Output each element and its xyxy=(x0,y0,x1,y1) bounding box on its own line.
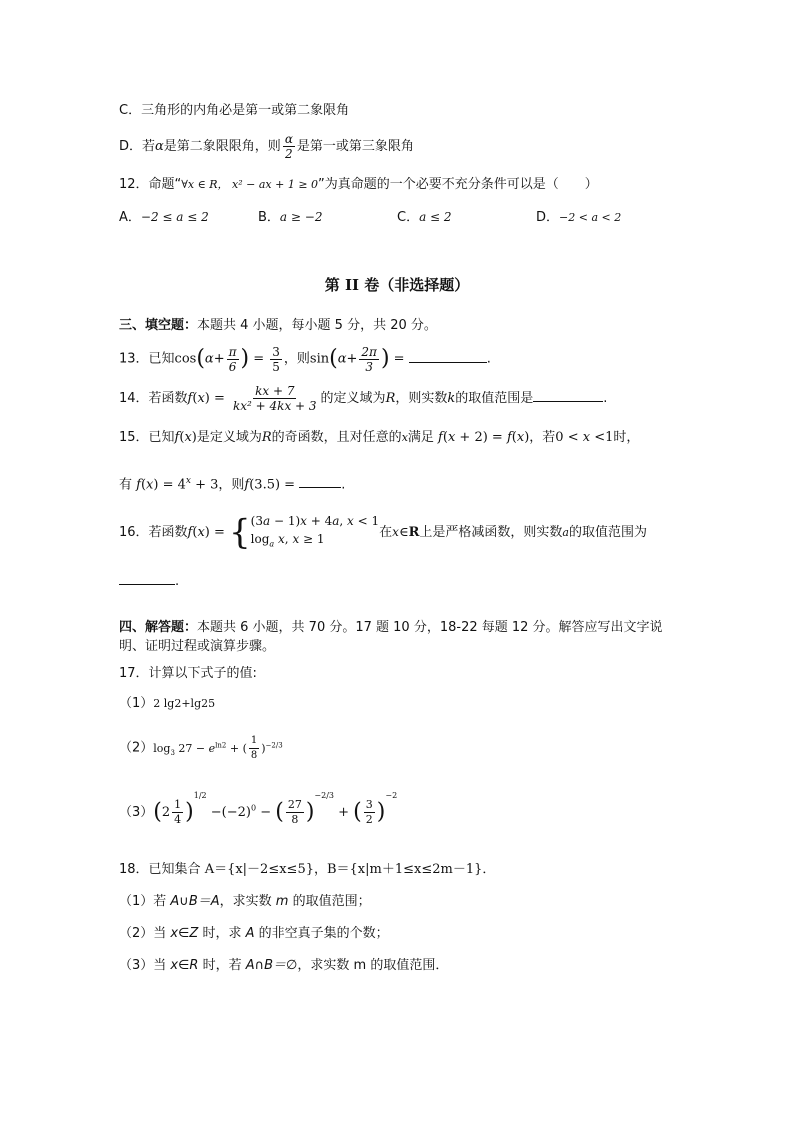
q18-item-1: （1）若 A∪B＝A，求实数 m 的取值范围； xyxy=(119,894,371,909)
q18-stem: 18．已知集合 A＝{x|－2≤x≤5}，B＝{x|m＋1≤x≤2m－1}． xyxy=(119,862,496,877)
q15-answer-blank[interactable] xyxy=(299,475,341,488)
q12-stem-math: ∀x ∈ R， x² − ax + 1 ≥ 0 xyxy=(181,178,319,191)
section4-header xyxy=(119,618,663,638)
q16-line2: . xyxy=(119,572,179,592)
q12-stem-prefix: 12．命题“ xyxy=(119,177,182,192)
q12-option-d: D．−2 < a < 2 xyxy=(536,210,622,225)
q16: 16．若函数f(x) = { (3a − 1)x + 4a, x < 1 $\log_a x$, x ≥ 1 在x∈R上是严格减函数，则实数a的取值范围为 xyxy=(119,512,647,553)
section4-desc-line2: 明、证明过程或演算步骤。 xyxy=(119,639,276,654)
q12-stem-suffix: ”为真命题的一个必要不充分条件可以是（ ） xyxy=(318,177,598,192)
q11-option-d: D．若α是第二象限限角，则 $\frac{\alpha}{2}$ 是第一或第三象限角 xyxy=(119,132,414,161)
q12-stem xyxy=(119,175,598,195)
q12-option-b: B．a ≥ −2 xyxy=(258,210,323,225)
q18-item-2: （2）当 x∈Z 时，求 A 的非空真子集的个数； xyxy=(119,926,389,941)
q15-line2: 有 $f(x) = 4^x + 3$，则f(3.5) = . xyxy=(119,476,346,493)
q11-d-prefix: D．若 xyxy=(119,139,156,154)
q17-stem: 17．计算以下式子的值: xyxy=(119,666,257,681)
q17-item-2: $(2)\log_3$ $27 - e^{ln2}$ + ( $\frac{1}{8}$ )$^{-2/3}$ xyxy=(119,734,283,761)
q11-option-c: C．三角形的内角必是第一或第二象限角 xyxy=(119,103,350,118)
q18-item-3: （3）当 x∈R 时，若 A∩B＝∅，求实数 m 的取值范围． xyxy=(119,958,449,973)
q17-item-1: （1）2 lg2+lg25 xyxy=(119,696,216,711)
q12-option-c: C．a ≤ 2 xyxy=(397,210,452,225)
section4-desc: 本题共 6 小题，共 70 分。17 题 10 分，18-22 每题 12 分。解答应写出文字说 xyxy=(197,620,663,635)
q14-answer-blank[interactable] xyxy=(533,389,603,402)
section3-heading: 三、填空题： xyxy=(119,318,198,333)
q14: 14．若函数f(x) = $\frac{kx + 7}{\text{kx² + 4kx + 3}}$ 的定义域为R，则实数k的取值范围是 . xyxy=(119,384,608,413)
q12-option-a: A．−2 ≤ a ≤ 2 xyxy=(119,210,209,225)
q15-line1: 15．已知f(x)是定义域为R的奇函数，且对任意的x满足 f(x + 2) = f(x)，若0 < x <1时， xyxy=(119,430,640,445)
q11-d-mid: 是第二象限限角，则 xyxy=(163,139,281,154)
section3-header xyxy=(119,316,437,336)
section4-heading: 四、解答题： xyxy=(119,620,198,635)
q16-answer-blank[interactable] xyxy=(119,572,175,585)
q13: 13．已知cos(α+ $\frac{\pi}{6}$ ) = $\frac{3}{5}$ ，则sin(α+ $\frac{2\pi}{3}$ ) = . xyxy=(119,344,491,374)
q17-item-3: （3）(2 $\frac{1}{4}$ )$^{1/2} -(-2)^0$ − ( $\frac{27}{8}$ )$^{-2/3}$ + ( $\frac{3}{2}$ )$^{-2}$ xyxy=(119,791,398,826)
q11-d-suffix: 是第一或第三象限角 xyxy=(296,139,414,154)
part2-title: 第 II 卷（非选择题） xyxy=(324,276,470,294)
section3-desc: 本题共 4 小题，每小题 5 分，共 20 分。 xyxy=(197,318,437,333)
q13-answer-blank[interactable] xyxy=(409,350,487,363)
